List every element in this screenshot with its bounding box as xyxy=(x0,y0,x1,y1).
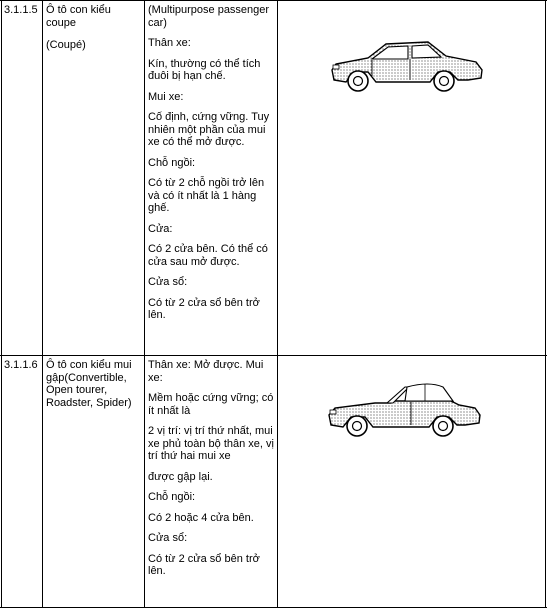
description-cell xyxy=(148,4,275,322)
vehicle-type-name: Ô tô con kiểu coupe xyxy=(46,4,111,29)
column-divider xyxy=(1,0,2,608)
description-paragraph: Cố định, cứng vững. Tuy nhiên một phần của mui xe có thể mở được. xyxy=(148,111,270,148)
description-paragraph: Cửa sổ: xyxy=(148,276,188,288)
table-row xyxy=(4,359,42,372)
description-paragraph: Mềm hoặc cứng vững; có ít nhất là xyxy=(148,392,274,417)
vehicle-type-cell xyxy=(46,4,142,52)
description-paragraph: được gập lại. xyxy=(148,470,213,483)
column-divider xyxy=(42,0,43,608)
vehicle-type-alt-name: (Coupé) xyxy=(46,39,86,51)
description-cell xyxy=(148,359,275,578)
description-paragraph: Có 2 hoặc 4 cửa bên. xyxy=(148,511,254,524)
description-paragraph: (Multipurpose passenger car) xyxy=(148,4,270,29)
description-paragraph: Chỗ ngồi: xyxy=(148,491,196,503)
description-paragraph: Cửa sổ: xyxy=(148,532,188,544)
column-divider xyxy=(545,0,546,608)
description-paragraph: Chỗ ngồi: xyxy=(148,156,196,169)
description-paragraph: Có từ 2 cửa sổ bên trở lên. xyxy=(148,296,260,321)
row-divider xyxy=(0,355,547,356)
description-paragraph: 2 vị trí: vị trí thứ nhất, mui xe phủ toàn bộ thân xe, vị trí thứ hai mui xe xyxy=(148,425,274,462)
description-paragraph: Thân xe: xyxy=(148,37,191,49)
table-border-top xyxy=(0,0,547,1)
description-paragraph: Cửa: xyxy=(148,222,173,235)
description-paragraph: Có từ 2 cửa sổ bên trở lên. xyxy=(148,552,260,577)
coupe-car-icon xyxy=(328,36,488,96)
description-paragraph: Thân xe: Mở được. Mui xe: xyxy=(148,359,264,384)
convertible-car-icon xyxy=(325,381,485,439)
description-paragraph: Có 2 cửa bên. Có thể có cửa sau mở được. xyxy=(148,243,268,268)
section-code: 3.1.1.5 xyxy=(4,4,38,16)
vehicle-type-name: Ô tô con kiểu mui gập(Convertible, Open tourer, Roadster, Spider) xyxy=(46,359,132,409)
table-row xyxy=(4,4,42,17)
description-paragraph: Có từ 2 chỗ ngồi trở lên và có ít nhất là 1 hàng ghế. xyxy=(148,177,265,214)
column-divider xyxy=(277,0,278,608)
section-code: 3.1.1.6 xyxy=(4,359,38,371)
vehicle-type-cell xyxy=(46,359,142,409)
description-paragraph: Kín, thường có thể tích đuôi bị hạn chế. xyxy=(148,57,261,82)
column-divider xyxy=(144,0,145,608)
description-paragraph: Mui xe: xyxy=(148,90,184,103)
